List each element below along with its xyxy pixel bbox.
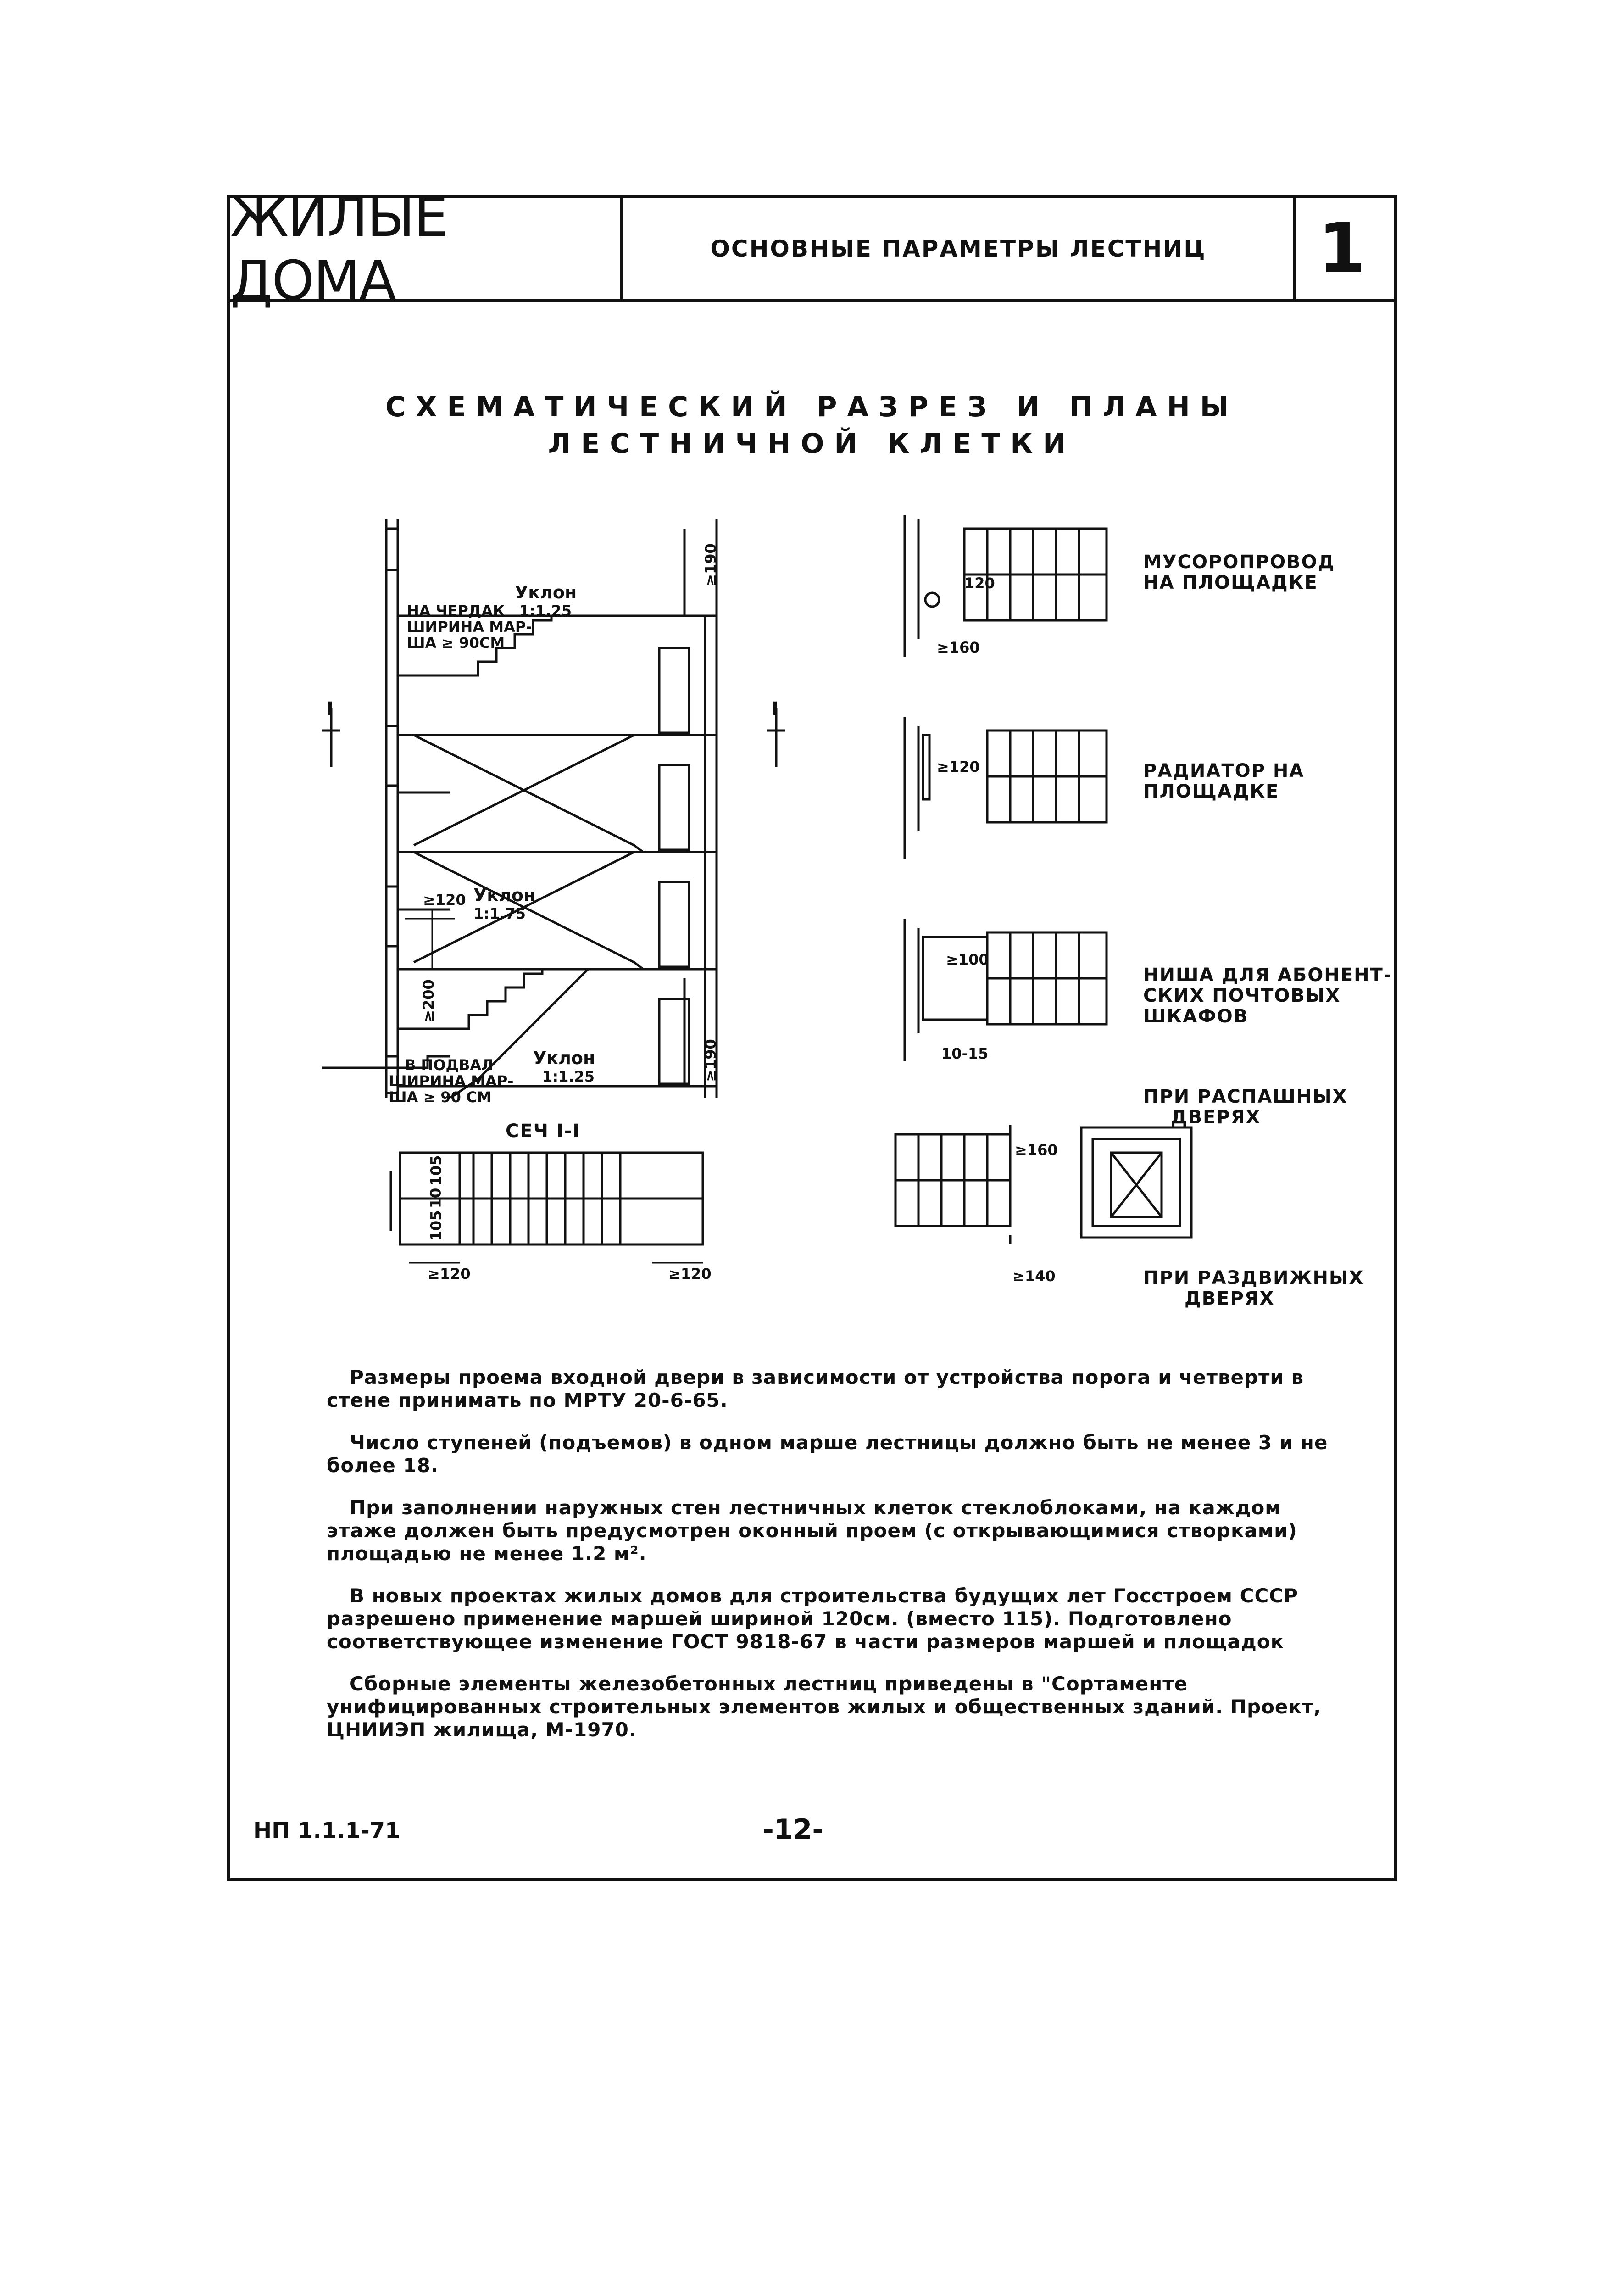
mailbox-niche-label-1: НИША ДЛЯ АБОНЕНТ- — [1143, 965, 1392, 986]
slope-mid-label: Уклон — [473, 885, 536, 905]
drawing-title-line-1: СХЕМАТИЧЕСКИЙ РАЗРЕЗ И ПЛАНЫ — [385, 391, 1239, 423]
dim-120: ≥120 — [423, 891, 466, 909]
note-glass-blocks: При заполнении наружных стен лестничных клеток стеклоблоками, на каждом этаже должен быть предусмотрен оконный проем (с открывающимися створками) площадью не менее 1.2 м². — [327, 1496, 1297, 1565]
drawing-sheet — [227, 185, 1397, 1881]
basement-label-2: ШИРИНА МАР- — [389, 1072, 514, 1090]
mailbox-dim-10-15: 10-15 — [941, 1045, 989, 1062]
slope-bottom-value: 1:1.25 — [542, 1068, 595, 1085]
slope-top-label: Уклон — [515, 582, 577, 602]
sliding-doors-label-2: ДВЕРЯХ — [1185, 1288, 1275, 1309]
attic-label-3: ША ≥ 90СМ — [407, 634, 505, 652]
radiator-dim-120: ≥120 — [937, 758, 980, 775]
drawing-title-line-2: ЛЕСТНИЧНОЙ КЛЕТКИ — [548, 428, 1076, 460]
notes-block — [327, 1366, 1336, 1761]
title-block — [230, 185, 1394, 312]
swing-doors-label-2: ДВЕРЯХ — [1171, 1107, 1261, 1128]
plan-dim-10: 10 — [427, 1188, 445, 1209]
attic-label-2: ШИРИНА МАР- — [407, 618, 532, 636]
mailbox-dim-100: ≥100 — [946, 951, 989, 968]
sheet-title: ОСНОВНЫЕ ПАРАМЕТРЫ ЛЕСТНИЦ — [623, 198, 1296, 299]
slope-mid-value: 1:1.75 — [473, 905, 526, 922]
note-flight-width: В новых проектах жилых домов для строительства будущих лет Госстроем СССР разрешено применение маршей шириной 120см. (вместо 115). Подготовлено соответствующее изменение ГОСТ 9818-67 в части размеров маршей и площадок — [327, 1584, 1298, 1653]
basement-label-3: ША ≥ 90 СМ — [389, 1088, 492, 1106]
dim-200: ≥200 — [419, 979, 437, 1022]
sliding-doors-label-1: ПРИ РАЗДВИЖНЫХ — [1143, 1267, 1364, 1289]
basement-label-1: В ПОДВАЛ — [405, 1056, 494, 1074]
note-door-opening: Размеры проема входной двери в зависимости от устройства порога и четверти в стене принимать по МРТУ 20-6-65. — [327, 1366, 1304, 1411]
plan-dim-105-b: 105 — [427, 1210, 445, 1241]
mailbox-niche-label-2: СКИХ ПОЧТОВЫХ — [1143, 985, 1341, 1006]
page-number: -12- — [762, 1813, 824, 1846]
swing-doors-label-1: ПРИ РАСПАШНЫХ — [1143, 1086, 1348, 1107]
series-title: ЖИЛЫЕ ДОМА — [230, 198, 623, 299]
attic-label-1: НА ЧЕРДАК — [407, 602, 505, 619]
slope-top-value: 1:1.25 — [519, 602, 572, 619]
plan-dim-120-left: ≥120 — [428, 1265, 471, 1283]
note-precast-elements: Сборные элементы железобетонных лестниц приведены в "Сортаменте унифицированных строительных элементов жилых и общественных зданий. Проект, ЦНИИЭП жилища, М-1970. — [327, 1673, 1322, 1741]
sheet-number: 1 — [1318, 209, 1366, 289]
lift-dim-140: ≥140 — [1012, 1267, 1056, 1285]
section-mark-left: I — [327, 698, 334, 720]
note-steps-count: Число ступеней (подъемов) в одном марше лестницы должно быть не менее 3 и не более 18. — [327, 1431, 1328, 1477]
radiator-label-2: ПЛОЩАДКЕ — [1143, 781, 1279, 802]
elevator-shaft-drawing — [1079, 1125, 1198, 1244]
mailbox-niche-label-3: ШКАФОВ — [1143, 1006, 1249, 1027]
lift-dim-160: ≥160 — [1015, 1141, 1058, 1159]
document-code: НП 1.1.1-71 — [253, 1818, 400, 1844]
section-mark-right: I — [772, 698, 779, 720]
radiator-label-1: РАДИАТОР НА — [1143, 760, 1305, 781]
section-caption: СЕЧ I-I — [506, 1121, 581, 1142]
slope-bottom-label: Уклон — [533, 1048, 595, 1068]
garbage-chute-dim-160: ≥160 — [937, 639, 980, 656]
garbage-chute-label-1: МУСОРОПРОВОД — [1143, 552, 1335, 573]
plan-dim-105-a: 105 — [427, 1155, 445, 1186]
plan-dim-120-right: ≥120 — [668, 1265, 712, 1283]
garbage-chute-dim-120: 120 — [964, 575, 995, 592]
dim-190-bottom: ≥190 — [701, 1039, 719, 1082]
dim-190-top: ≥190 — [701, 543, 719, 586]
garbage-chute-label-2: НА ПЛОЩАДКЕ — [1143, 572, 1318, 593]
